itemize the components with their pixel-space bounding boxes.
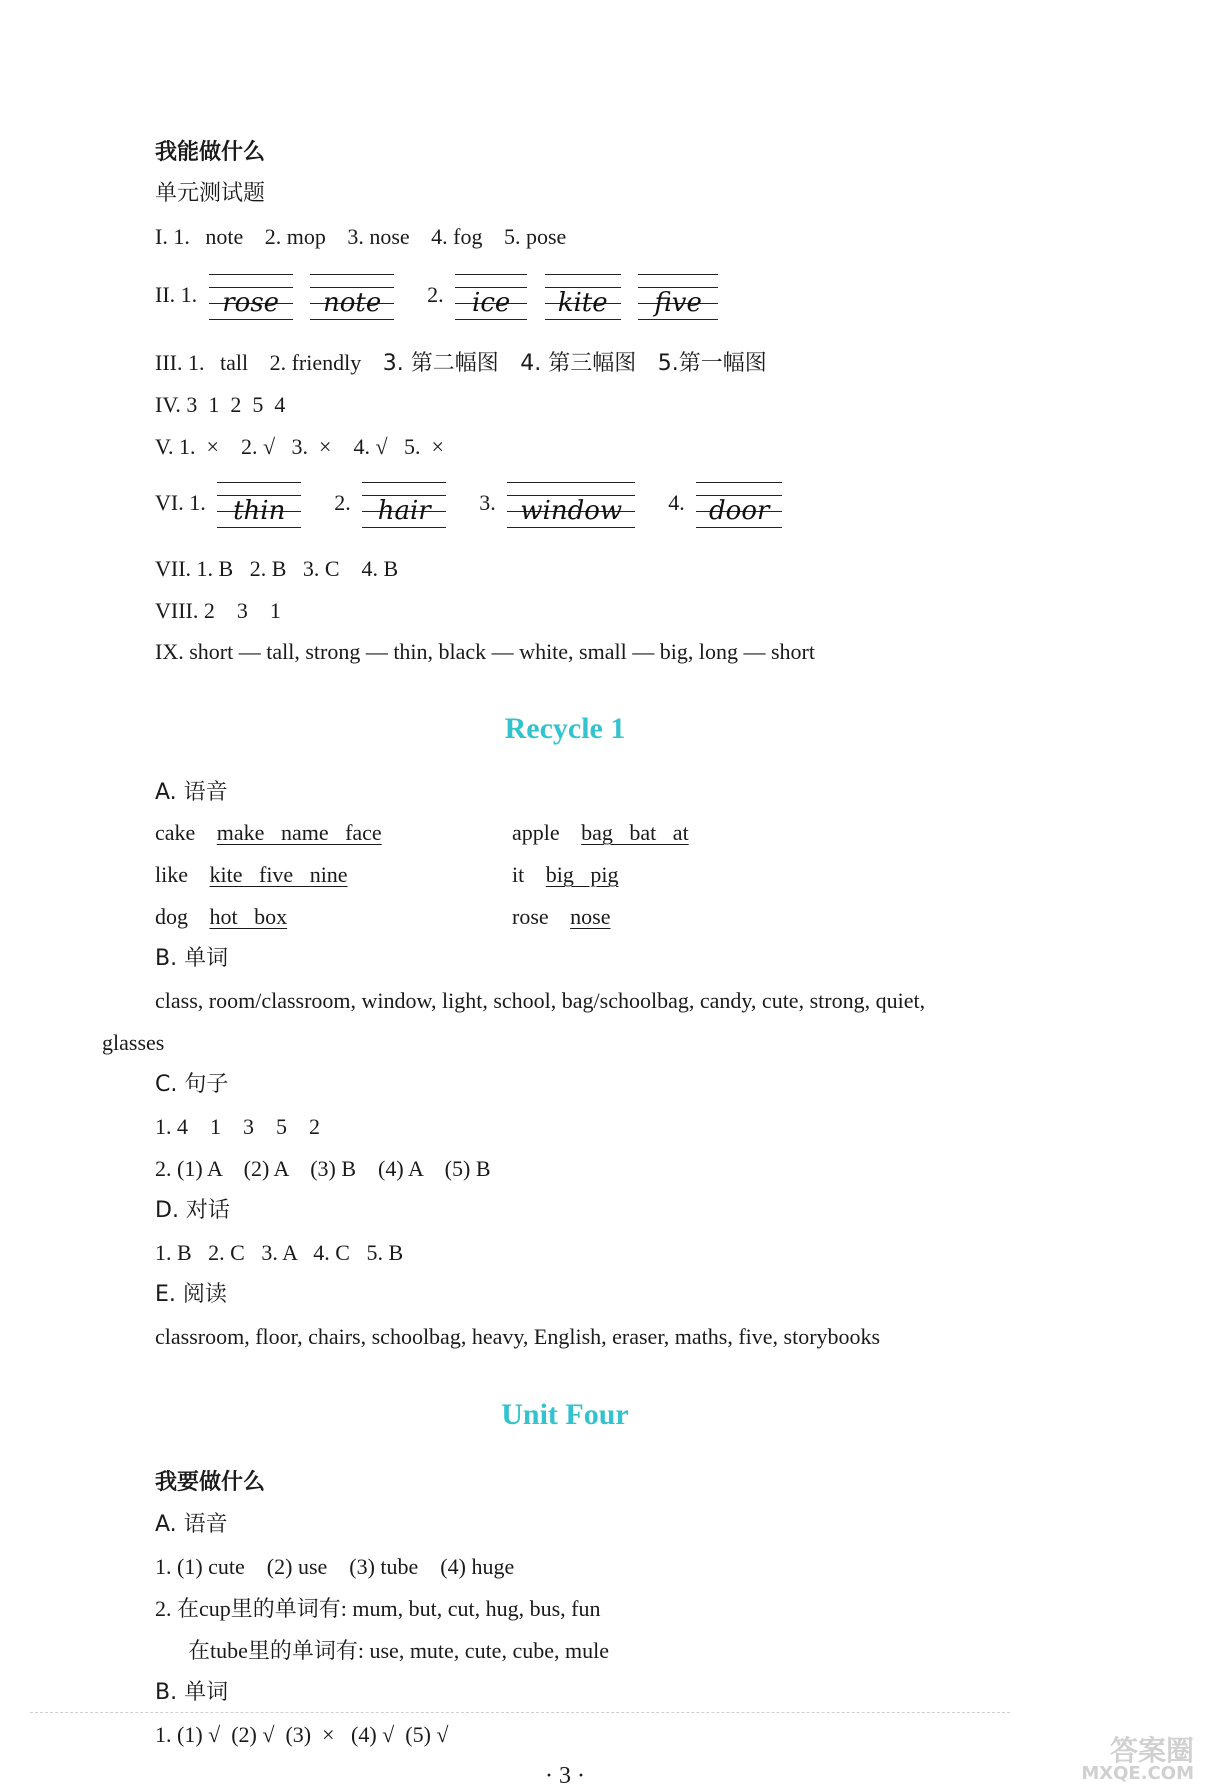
subsection-dialogue: D. 对话 — [155, 1198, 230, 1223]
watermark-top: 答案圈 — [1109, 1733, 1194, 1767]
watermark-bottom: MXQE.COM — [1081, 1763, 1194, 1785]
words-answer-1: 1. (1) √ (2) √ (3) × (4) √ (5) √ — [155, 1722, 449, 1747]
matching-words: hot box — [209, 904, 288, 929]
key-word: apple — [512, 820, 560, 845]
matching-words: bag bat at — [581, 820, 689, 845]
key-word: rose — [512, 904, 549, 929]
handwritten-word: door — [709, 495, 770, 526]
section-heading-what-to-do: 我要做什么 — [155, 1470, 266, 1495]
q-label: 2. — [334, 490, 351, 515]
reading-line: classroom, floor, chairs, schoolbag, heavy, English, eraser, maths, five, storybooks — [155, 1324, 881, 1349]
answer-item: 4. 第三幅图 — [520, 351, 637, 376]
handwritten-word: note — [323, 287, 382, 318]
handwritten-word: kite — [557, 287, 608, 318]
q-label: VI. 1. — [155, 490, 206, 515]
q-label: 3. — [479, 490, 496, 515]
phonics-row — [155, 906, 287, 928]
q-label: 2. — [427, 282, 444, 307]
answer-item: 3. 第二幅图 — [382, 351, 499, 376]
handwritten-word: ice — [472, 287, 511, 318]
key-word: cake — [155, 820, 196, 845]
section-heading-what-can-i-do: 我能做什么 — [155, 140, 266, 165]
phonics-answer-2: 2. 在cup里的单词有: mum, but, cut, hug, bus, fun — [155, 1596, 601, 1621]
handwriting-box — [638, 274, 718, 320]
answer-line-5: V. 1. × 2. √ 3. × 4. √ 5. × — [155, 434, 444, 459]
phonics-row — [512, 864, 618, 886]
watermark-logo — [1081, 1733, 1194, 1785]
handwriting-box — [696, 482, 782, 528]
divider — [30, 1712, 1010, 1713]
phonics-row — [155, 864, 348, 886]
handwritten-word: thin — [233, 495, 286, 526]
answer-item: 2. friendly — [269, 350, 362, 375]
matching-words: make name face — [216, 820, 382, 845]
handwriting-box — [362, 482, 446, 528]
answer-item: tall — [219, 350, 249, 375]
subsection-reading: E. 阅读 — [155, 1282, 227, 1307]
answer-item: 5.第一幅图 — [657, 351, 767, 376]
handwritten-word: five — [654, 287, 702, 318]
answer-line-3 — [155, 352, 767, 375]
q-label: 4. — [668, 490, 685, 515]
words-line-2: glasses — [102, 1030, 165, 1055]
subsection-words: B. 单词 — [155, 946, 229, 971]
handwriting-box — [545, 274, 621, 320]
q-label: III. 1. — [155, 350, 205, 375]
phonics-answer-3: 在tube里的单词有: use, mute, cute, cube, mule — [188, 1638, 609, 1663]
subsection-words-u4: B. 单词 — [155, 1680, 229, 1705]
phonics-answer-1: 1. (1) cute (2) use (3) tube (4) huge — [155, 1554, 515, 1579]
key-word: like — [155, 862, 188, 887]
handwritten-word: window — [520, 495, 623, 526]
answer-item: 3. nose — [347, 224, 410, 249]
section-title-unit-four: Unit Four — [501, 1398, 629, 1431]
answer-item: 4. fog — [431, 224, 483, 249]
page-number: · 3 · — [545, 1763, 585, 1789]
handwriting-box — [455, 274, 527, 320]
subsection-phonics: A. 语音 — [155, 780, 228, 805]
words-line-1: class, room/classroom, window, light, school, bag/schoolbag, candy, cute, strong, quiet, — [155, 988, 926, 1013]
handwriting-box — [507, 482, 635, 528]
handwriting-box — [310, 274, 394, 320]
matching-words: kite five nine — [209, 862, 348, 887]
handwriting-box — [217, 482, 301, 528]
answer-line-4: IV. 3 1 2 5 4 — [155, 392, 286, 417]
key-word: dog — [155, 904, 188, 929]
answer-line-8: VIII. 2 3 1 — [155, 598, 281, 623]
subsection-sentences: C. 句子 — [155, 1072, 229, 1097]
matching-words: nose — [570, 904, 611, 929]
answer-item: note — [205, 224, 244, 249]
answer-line-1 — [155, 226, 566, 248]
answer-line-9: IX. short — tall, strong — thin, black — white, small — big, long — short — [155, 639, 815, 664]
q-label: I. 1. — [155, 224, 190, 249]
handwritten-word: hair — [377, 495, 431, 526]
phonics-row — [512, 906, 610, 928]
matching-words: big pig — [545, 862, 619, 887]
handwriting-box — [209, 274, 293, 320]
answer-line-7: VII. 1. B 2. B 3. C 4. B — [155, 556, 399, 581]
answer-line-6 — [155, 480, 788, 528]
sentences-line-2: 2. (1) A (2) A (3) B (4) A (5) B — [155, 1156, 491, 1181]
answer-item: 2. mop — [264, 224, 326, 249]
answer-item: 5. pose — [504, 224, 567, 249]
phonics-row — [155, 822, 382, 844]
answer-line-2 — [155, 272, 724, 320]
section-title-recycle: Recycle 1 — [504, 712, 626, 745]
section-heading-unit-test: 单元测试题 — [155, 181, 266, 206]
dialogue-line: 1. B 2. C 3. A 4. C 5. B — [155, 1240, 404, 1265]
q-label: II. 1. — [155, 282, 198, 307]
handwritten-word: rose — [222, 287, 280, 318]
subsection-phonics-u4: A. 语音 — [155, 1512, 228, 1537]
sentences-line-1: 1. 4 1 3 5 2 — [155, 1114, 320, 1139]
key-word: it — [512, 862, 525, 887]
phonics-row — [512, 822, 689, 844]
